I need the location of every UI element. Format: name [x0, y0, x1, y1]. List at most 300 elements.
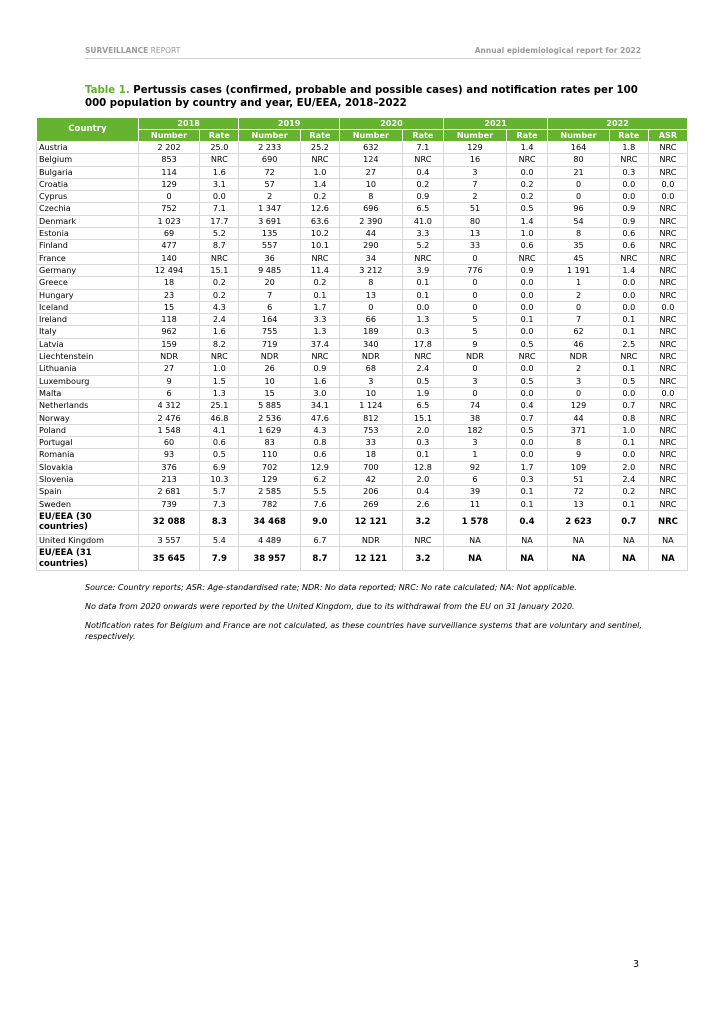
- rate-cell: 5.5: [300, 486, 339, 498]
- country-cell: Ireland: [37, 314, 139, 326]
- rate-cell: 11.4: [300, 264, 339, 276]
- rate-cell: 5.2: [402, 240, 443, 252]
- number-cell: 38: [444, 412, 507, 424]
- country-cell: Czechia: [37, 203, 139, 215]
- number-cell: NDR: [339, 534, 402, 546]
- rate-cell: NRC: [300, 154, 339, 166]
- rate-column-header: Rate: [300, 130, 339, 142]
- number-cell: 1 629: [239, 424, 301, 436]
- number-cell: 2 202: [138, 142, 200, 154]
- rate-cell: 0.7: [506, 412, 547, 424]
- rate-cell: 15.1: [402, 412, 443, 424]
- number-cell: 2: [239, 191, 301, 203]
- number-cell: 159: [138, 338, 200, 350]
- number-cell: 690: [239, 154, 301, 166]
- asr-cell: NRC: [648, 326, 687, 338]
- number-cell: 0: [444, 289, 507, 301]
- country-cell: Romania: [37, 449, 139, 461]
- rate-cell: 0.1: [506, 314, 547, 326]
- number-cell: 10: [239, 375, 301, 387]
- number-cell: 27: [339, 166, 402, 178]
- rate-cell: 7.1: [402, 142, 443, 154]
- country-cell: Spain: [37, 486, 139, 498]
- page-number: 3: [633, 959, 640, 970]
- rate-cell: 0.9: [300, 363, 339, 375]
- rate-cell: 0.3: [609, 166, 648, 178]
- rate-cell: 0.0: [609, 178, 648, 190]
- rate-cell: 6.5: [402, 400, 443, 412]
- number-cell: 114: [138, 166, 200, 178]
- rate-cell: 0.0: [506, 363, 547, 375]
- rate-cell: 25.0: [200, 142, 239, 154]
- number-cell: 753: [339, 424, 402, 436]
- number-cell: 72: [548, 486, 610, 498]
- rate-cell: 1.0: [506, 228, 547, 240]
- number-cell: 164: [548, 142, 610, 154]
- country-cell: Poland: [37, 424, 139, 436]
- table-total-row: [37, 510, 688, 534]
- rate-cell: 0.3: [506, 474, 547, 486]
- rate-cell: 3.0: [300, 387, 339, 399]
- country-cell: Cyprus: [37, 191, 139, 203]
- rate-cell: 0.0: [506, 277, 547, 289]
- asr-cell: NRC: [648, 351, 687, 363]
- rate-cell: 0.5: [506, 424, 547, 436]
- table-row: [37, 412, 688, 424]
- asr-cell: NRC: [648, 142, 687, 154]
- number-cell: 45: [548, 252, 610, 264]
- asr-cell: 0.0: [648, 191, 687, 203]
- rate-column-header: Rate: [200, 130, 239, 142]
- number-cell: 33: [339, 437, 402, 449]
- rate-cell: 0.0: [506, 301, 547, 313]
- number-cell: 2: [548, 363, 610, 375]
- rate-cell: 0.6: [200, 437, 239, 449]
- number-cell: 1: [548, 277, 610, 289]
- rate-cell: 12.9: [300, 461, 339, 473]
- number-cell: 3: [444, 437, 507, 449]
- number-cell: 4 489: [239, 534, 301, 546]
- asr-cell: NRC: [648, 424, 687, 436]
- number-cell: NDR: [444, 351, 507, 363]
- table-body: [37, 142, 688, 571]
- number-cell: 2 476: [138, 412, 200, 424]
- table-row: [37, 449, 688, 461]
- table-row: [37, 400, 688, 412]
- number-cell: 0: [548, 301, 610, 313]
- table-row: [37, 166, 688, 178]
- rate-cell: 0.1: [609, 498, 648, 510]
- rate-cell: 0.1: [402, 277, 443, 289]
- number-cell: NA: [444, 547, 507, 571]
- number-cell: 129: [239, 474, 301, 486]
- number-cell: 8: [548, 228, 610, 240]
- rate-cell: 3.2: [402, 547, 443, 571]
- rate-cell: 12.8: [402, 461, 443, 473]
- rate-cell: 46.8: [200, 412, 239, 424]
- rate-cell: 1.7: [506, 461, 547, 473]
- country-cell: Liechtenstein: [37, 351, 139, 363]
- number-cell: 10: [339, 387, 402, 399]
- number-cell: 32 088: [138, 510, 200, 534]
- table-label: Table 1.: [85, 85, 130, 96]
- number-cell: 812: [339, 412, 402, 424]
- rate-cell: 3.9: [402, 264, 443, 276]
- table-row: [37, 363, 688, 375]
- number-cell: 44: [548, 412, 610, 424]
- number-cell: 51: [548, 474, 610, 486]
- country-cell: Estonia: [37, 228, 139, 240]
- rate-cell: 0.3: [402, 326, 443, 338]
- number-cell: 39: [444, 486, 507, 498]
- rate-cell: 9.0: [300, 510, 339, 534]
- rate-cell: 0.4: [402, 486, 443, 498]
- pertussis-cases-table: [36, 117, 688, 571]
- rate-cell: NRC: [402, 252, 443, 264]
- table-header: [37, 118, 688, 142]
- rate-cell: 0.4: [506, 400, 547, 412]
- rate-cell: 2.0: [609, 461, 648, 473]
- number-cell: 1 191: [548, 264, 610, 276]
- rate-cell: NA: [609, 534, 648, 546]
- rate-cell: 0.0: [609, 289, 648, 301]
- asr-cell: NRC: [648, 437, 687, 449]
- rate-cell: 15.1: [200, 264, 239, 276]
- number-cell: 782: [239, 498, 301, 510]
- table-row: [37, 326, 688, 338]
- number-cell: 632: [339, 142, 402, 154]
- note-rates: Notification rates for Belgium and France are not calculated, as these countries have surveillance systems that are voluntary and sentinel, respectively.: [85, 621, 642, 641]
- number-cell: 739: [138, 498, 200, 510]
- number-cell: 719: [239, 338, 301, 350]
- number-cell: 12 121: [339, 547, 402, 571]
- rate-cell: 4.1: [200, 424, 239, 436]
- asr-column-header: ASR: [648, 130, 687, 142]
- number-cell: NA: [444, 534, 507, 546]
- rate-cell: NA: [506, 547, 547, 571]
- rate-cell: 0.5: [200, 449, 239, 461]
- country-cell: Iceland: [37, 301, 139, 313]
- number-cell: NA: [548, 534, 610, 546]
- number-cell: 182: [444, 424, 507, 436]
- asr-cell: NRC: [648, 338, 687, 350]
- rate-cell: NRC: [200, 252, 239, 264]
- number-cell: 110: [239, 449, 301, 461]
- country-cell: Croatia: [37, 178, 139, 190]
- number-cell: 140: [138, 252, 200, 264]
- asr-cell: NRC: [648, 228, 687, 240]
- rate-cell: 3.2: [402, 510, 443, 534]
- number-cell: 27: [138, 363, 200, 375]
- rate-cell: 1.0: [609, 424, 648, 436]
- note-united-kingdom: No data from 2020 onwards were reported by the United Kingdom, due to its withdrawal from the EU on 31 January 2020.: [85, 602, 575, 611]
- number-cell: 0: [548, 387, 610, 399]
- number-cell: 2 390: [339, 215, 402, 227]
- rate-cell: 0.1: [609, 326, 648, 338]
- number-column-header: Number: [138, 130, 200, 142]
- rate-cell: 0.2: [300, 277, 339, 289]
- number-cell: 2 536: [239, 412, 301, 424]
- country-cell: Denmark: [37, 215, 139, 227]
- number-cell: 21: [548, 166, 610, 178]
- rate-cell: 3.3: [300, 314, 339, 326]
- number-cell: 164: [239, 314, 301, 326]
- number-cell: 2: [548, 289, 610, 301]
- rate-cell: 0.0: [506, 387, 547, 399]
- rate-cell: 7.1: [200, 203, 239, 215]
- number-cell: 962: [138, 326, 200, 338]
- table-row: [37, 375, 688, 387]
- number-cell: 755: [239, 326, 301, 338]
- rate-cell: 0.0: [609, 449, 648, 461]
- number-cell: 206: [339, 486, 402, 498]
- number-cell: 36: [239, 252, 301, 264]
- number-cell: 1 578: [444, 510, 507, 534]
- rate-cell: 0.6: [300, 449, 339, 461]
- rate-cell: 6.7: [300, 534, 339, 546]
- number-cell: 8: [339, 277, 402, 289]
- number-cell: 13: [548, 498, 610, 510]
- number-cell: 72: [239, 166, 301, 178]
- number-cell: 80: [548, 154, 610, 166]
- rate-cell: 2.0: [402, 474, 443, 486]
- table-row: [37, 338, 688, 350]
- number-cell: 0: [548, 178, 610, 190]
- number-cell: 42: [339, 474, 402, 486]
- rate-cell: 1.4: [609, 264, 648, 276]
- rate-cell: 7.9: [200, 547, 239, 571]
- rate-cell: 12.6: [300, 203, 339, 215]
- number-cell: 776: [444, 264, 507, 276]
- number-cell: 118: [138, 314, 200, 326]
- number-cell: 0: [444, 301, 507, 313]
- asr-cell: NRC: [648, 277, 687, 289]
- country-cell: Luxembourg: [37, 375, 139, 387]
- number-cell: 51: [444, 203, 507, 215]
- rate-cell: 25.1: [200, 400, 239, 412]
- number-cell: 124: [339, 154, 402, 166]
- rate-cell: 0.9: [402, 191, 443, 203]
- rate-cell: 0.6: [506, 240, 547, 252]
- asr-cell: NRC: [648, 474, 687, 486]
- rate-cell: 2.0: [402, 424, 443, 436]
- number-cell: 9 485: [239, 264, 301, 276]
- table-row: [37, 314, 688, 326]
- table-notes: [85, 582, 645, 650]
- rate-cell: 0.0: [609, 191, 648, 203]
- table-caption-text: Pertussis cases (confirmed, probable and possible cases) and notification rates per 100 000 population by country and year, EU/EEA, 2018–2022: [85, 85, 638, 109]
- asr-cell: 0.0: [648, 178, 687, 190]
- rate-cell: 0.5: [506, 203, 547, 215]
- rate-cell: 4.3: [200, 301, 239, 313]
- number-cell: 6: [239, 301, 301, 313]
- rate-cell: 8.2: [200, 338, 239, 350]
- table-row: [37, 142, 688, 154]
- number-cell: NA: [548, 547, 610, 571]
- table-row: [37, 498, 688, 510]
- number-cell: 44: [339, 228, 402, 240]
- number-cell: 34: [339, 252, 402, 264]
- number-cell: 1 124: [339, 400, 402, 412]
- number-cell: 752: [138, 203, 200, 215]
- number-cell: 18: [339, 449, 402, 461]
- number-cell: 557: [239, 240, 301, 252]
- number-cell: 16: [444, 154, 507, 166]
- rate-cell: 0.2: [506, 178, 547, 190]
- asr-cell: NRC: [648, 252, 687, 264]
- number-cell: NDR: [548, 351, 610, 363]
- asr-cell: NRC: [648, 203, 687, 215]
- rate-cell: 6.2: [300, 474, 339, 486]
- rate-cell: 0.5: [506, 375, 547, 387]
- number-cell: 3 557: [138, 534, 200, 546]
- table-total-row: [37, 547, 688, 571]
- country-cell: Norway: [37, 412, 139, 424]
- country-cell: Germany: [37, 264, 139, 276]
- rate-cell: NRC: [609, 154, 648, 166]
- asr-cell: NRC: [648, 449, 687, 461]
- rate-cell: 0.6: [609, 228, 648, 240]
- number-cell: 700: [339, 461, 402, 473]
- number-cell: 0: [548, 191, 610, 203]
- rate-cell: 0.9: [609, 215, 648, 227]
- rate-cell: 2.5: [609, 338, 648, 350]
- number-cell: 66: [339, 314, 402, 326]
- rate-cell: 0.8: [300, 437, 339, 449]
- number-cell: 8: [548, 437, 610, 449]
- running-header: [85, 46, 641, 58]
- rate-cell: 0.1: [609, 363, 648, 375]
- number-cell: 129: [548, 400, 610, 412]
- rate-cell: 41.0: [402, 215, 443, 227]
- rate-cell: 6.9: [200, 461, 239, 473]
- rate-cell: 0.0: [609, 301, 648, 313]
- number-cell: 0: [444, 252, 507, 264]
- country-cell: Malta: [37, 387, 139, 399]
- table-row: [37, 301, 688, 313]
- header-divider: [85, 58, 641, 59]
- number-cell: 23: [138, 289, 200, 301]
- asr-cell: NRC: [648, 289, 687, 301]
- rate-cell: 0.8: [609, 412, 648, 424]
- asr-cell: NRC: [648, 375, 687, 387]
- rate-cell: 3.3: [402, 228, 443, 240]
- rate-cell: 0.3: [402, 437, 443, 449]
- rate-cell: 0.9: [506, 264, 547, 276]
- table-row: [37, 289, 688, 301]
- number-cell: 92: [444, 461, 507, 473]
- number-cell: 3: [444, 375, 507, 387]
- number-column-header: Number: [548, 130, 610, 142]
- asr-cell: NRC: [648, 412, 687, 424]
- asr-cell: NRC: [648, 314, 687, 326]
- rate-cell: 0.9: [609, 203, 648, 215]
- number-cell: 3 691: [239, 215, 301, 227]
- rate-cell: NRC: [402, 351, 443, 363]
- rate-cell: 17.7: [200, 215, 239, 227]
- asr-cell: NRC: [648, 154, 687, 166]
- number-cell: 290: [339, 240, 402, 252]
- year-header-2020: 2020: [339, 118, 443, 130]
- number-cell: 0: [444, 277, 507, 289]
- rate-cell: 8.7: [300, 547, 339, 571]
- year-header-2019: 2019: [239, 118, 340, 130]
- country-cell: Austria: [37, 142, 139, 154]
- number-cell: NDR: [339, 351, 402, 363]
- number-cell: 135: [239, 228, 301, 240]
- number-cell: 340: [339, 338, 402, 350]
- rate-cell: 2.4: [609, 474, 648, 486]
- rate-cell: 0.0: [506, 326, 547, 338]
- asr-cell: NRC: [648, 215, 687, 227]
- number-cell: 269: [339, 498, 402, 510]
- number-cell: 74: [444, 400, 507, 412]
- number-cell: 213: [138, 474, 200, 486]
- rate-cell: 0.1: [402, 289, 443, 301]
- table-row: [37, 474, 688, 486]
- rate-cell: 63.6: [300, 215, 339, 227]
- number-cell: 10: [339, 178, 402, 190]
- number-cell: 3: [444, 166, 507, 178]
- rate-cell: 0.6: [609, 240, 648, 252]
- country-cell: Belgium: [37, 154, 139, 166]
- number-cell: NDR: [239, 351, 301, 363]
- rate-cell: 2.4: [200, 314, 239, 326]
- rate-cell: 1.7: [300, 301, 339, 313]
- rate-cell: 10.1: [300, 240, 339, 252]
- asr-cell: NRC: [648, 510, 687, 534]
- number-cell: 8: [339, 191, 402, 203]
- number-cell: 3: [548, 375, 610, 387]
- rate-cell: 1.4: [300, 178, 339, 190]
- rate-cell: NRC: [200, 154, 239, 166]
- rate-cell: 0.0: [609, 277, 648, 289]
- rate-cell: 10.2: [300, 228, 339, 240]
- rate-column-header: Rate: [506, 130, 547, 142]
- rate-cell: 0.1: [609, 437, 648, 449]
- rate-cell: 6.5: [402, 203, 443, 215]
- rate-cell: 0.2: [506, 191, 547, 203]
- rate-cell: 25.2: [300, 142, 339, 154]
- number-cell: 15: [138, 301, 200, 313]
- rate-column-header: Rate: [609, 130, 648, 142]
- asr-cell: NRC: [648, 166, 687, 178]
- year-header-2022: 2022: [548, 118, 688, 130]
- rate-cell: 8.7: [200, 240, 239, 252]
- rate-cell: 0.5: [506, 338, 547, 350]
- table-row: [37, 424, 688, 436]
- asr-cell: NRC: [648, 363, 687, 375]
- country-cell: United Kingdom: [37, 534, 139, 546]
- number-cell: 5: [444, 314, 507, 326]
- rate-cell: 0.0: [506, 449, 547, 461]
- rate-cell: 0.0: [609, 387, 648, 399]
- rate-cell: 0.0: [506, 166, 547, 178]
- table-row: [37, 461, 688, 473]
- rate-cell: 0.1: [506, 486, 547, 498]
- number-cell: 93: [138, 449, 200, 461]
- number-cell: 0: [444, 387, 507, 399]
- rate-cell: 1.5: [200, 375, 239, 387]
- rate-cell: 7.6: [300, 498, 339, 510]
- rate-cell: NRC: [506, 154, 547, 166]
- table-row: [37, 178, 688, 190]
- country-cell: Italy: [37, 326, 139, 338]
- table-row: [37, 437, 688, 449]
- rate-cell: 5.2: [200, 228, 239, 240]
- table-row: [37, 351, 688, 363]
- number-cell: 7: [239, 289, 301, 301]
